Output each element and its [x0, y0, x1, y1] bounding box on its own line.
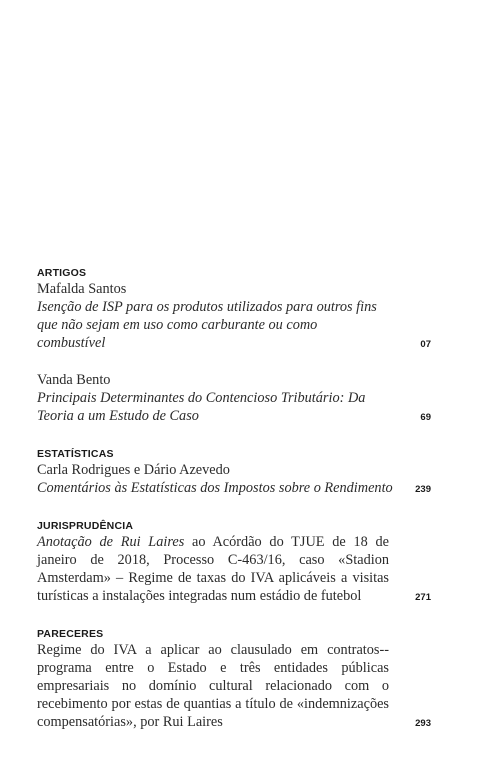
section-pareceres	[37, 627, 431, 731]
entry-title: Principais Determinantes do Contencioso Tributário: Da Teoria a um Estudo de Caso	[37, 390, 366, 424]
entry-author: Carla Rodrigues e Dário Azevedo	[37, 462, 230, 478]
entry-italic-title: Anotação de Rui Laires	[37, 534, 185, 550]
entry-author: Mafalda Santos	[37, 281, 127, 297]
entry-page-number: 271	[415, 592, 431, 603]
table-of-contents	[37, 266, 431, 753]
toc-entry[interactable]	[37, 461, 431, 497]
toc-entry[interactable]	[37, 533, 431, 605]
section-jurisprudencia	[37, 519, 431, 605]
entry-text	[37, 533, 389, 605]
entry-page-number: 07	[420, 339, 431, 350]
toc-entry[interactable]	[37, 371, 431, 425]
entry-title: Comentários às Estatísticas dos Impostos sobre o Rendimento	[37, 480, 393, 496]
entry-text: Regime do IVA a aplicar ao clausulado em contratos--programa entre o Estado e três entidades públicas empresariais no domínio cultural relacionado com o recebimento por estas de quantias a título de «indemnizações compensatórias», por Rui Laires	[37, 642, 389, 730]
entry-page-number: 69	[420, 412, 431, 423]
entry-page-number: 239	[415, 484, 431, 495]
section-estatisticas	[37, 447, 431, 497]
toc-entry[interactable]	[37, 641, 431, 731]
section-title: ARTIGOS	[37, 267, 87, 279]
toc-entry[interactable]	[37, 280, 431, 352]
entry-page-number: 293	[415, 718, 431, 729]
section-artigos	[37, 266, 431, 425]
entry-author: Vanda Bento	[37, 372, 111, 388]
section-title: PARECERES	[37, 628, 104, 640]
section-title: ESTATÍSTICAS	[37, 448, 114, 460]
entry-title: Isenção de ISP para os produtos utilizados para outros fins que não sejam em uso como carburante ou como combustível	[37, 299, 377, 351]
section-title: JURISPRUDÊNCIA	[37, 520, 134, 532]
entry-body: ao Acórdão do TJUE de 18 de janeiro de 2018, Processo C-463/16, caso «Stadion Amsterdam» – Regime de taxas do IVA aplicáveis a visitas turísticas a instalações integradas num estádio de futebol	[37, 534, 389, 604]
